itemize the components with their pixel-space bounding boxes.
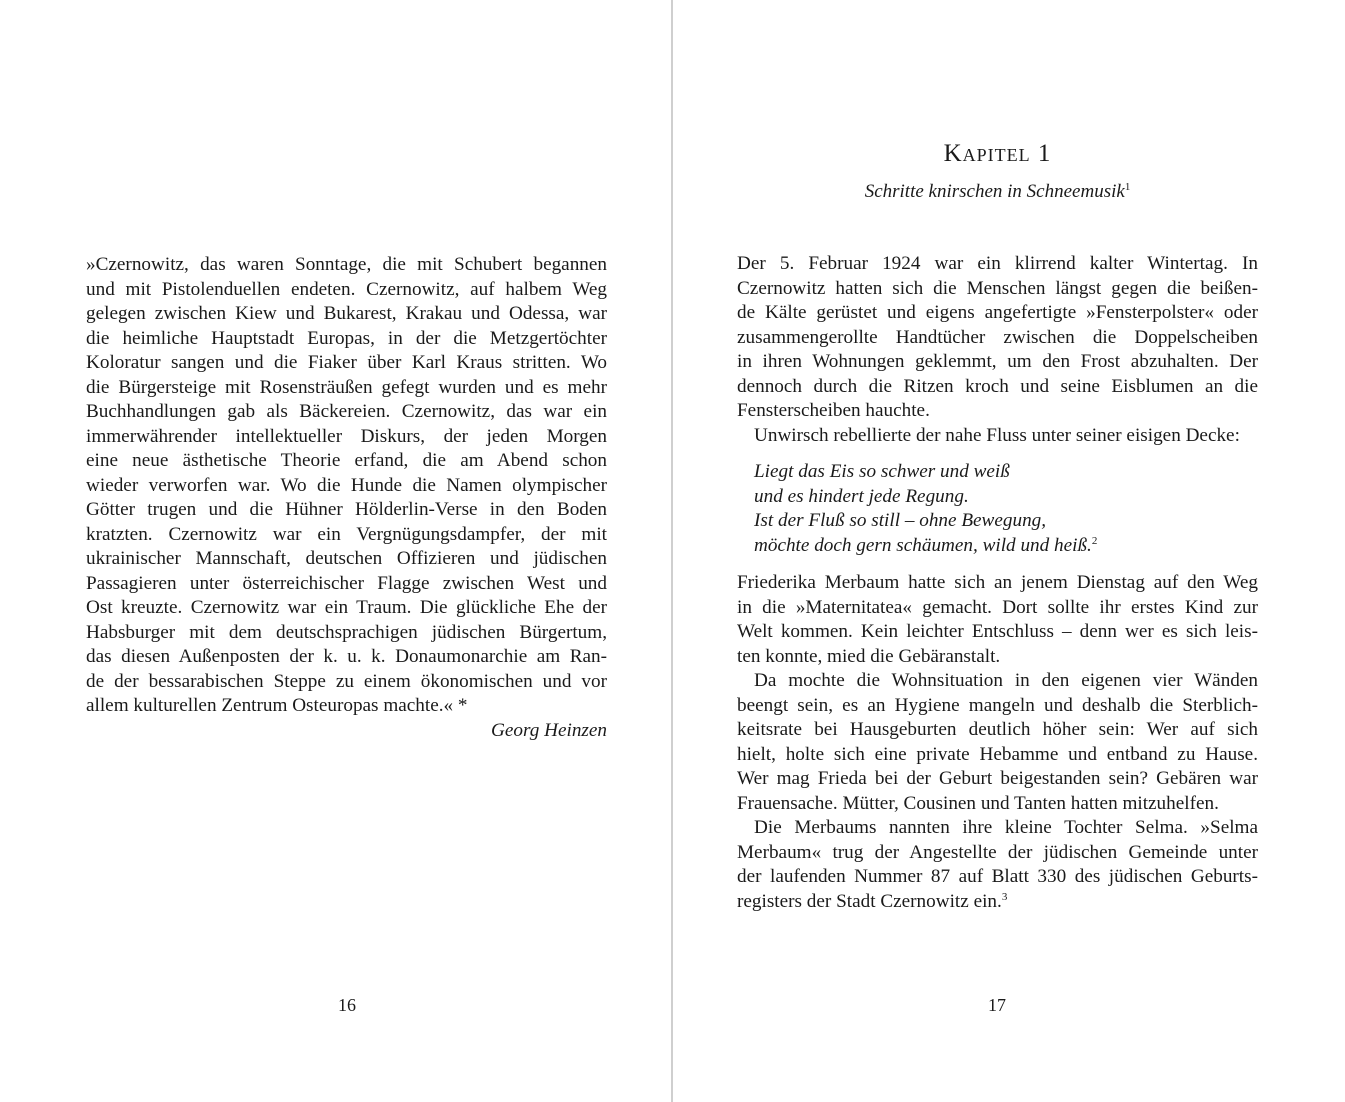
footnote-marker: 1 — [1124, 181, 1131, 193]
footnote-marker: 2 — [1091, 534, 1098, 547]
chapter-body — [737, 252, 1258, 914]
text-line: Die Merbaums nannten ihre kleine Tochter Selma. »Selma — [754, 817, 1258, 838]
text-line: Unwirsch rebellierte der nahe Fluss unter seiner eisigen Decke: — [754, 424, 1240, 446]
paragraph — [737, 571, 1258, 669]
paragraph — [737, 816, 1258, 914]
chapter-subtitle — [737, 181, 1258, 203]
text-line: Buchhandlungen gab als Bäckereien. Czernowitz, das war ein — [86, 401, 607, 422]
text-line: Merbaum« trug der Angestellte der jüdischen Gemeinde unter — [737, 841, 1258, 863]
text-line: Ost kreuzte. Czernowitz war ein Traum. Die glückliche Ehe der — [86, 597, 607, 618]
text-line: beengt sein, es an Hygiene mangeln und deshalb die Sterblich- — [737, 694, 1258, 716]
text-line: ten konnte, mied die Gebäranstalt. — [737, 645, 1001, 667]
text-line: kratzten. Czernowitz war ein Vergnügungsdampfer, der mit — [86, 523, 607, 545]
paragraph — [737, 424, 1258, 449]
chapter-subtitle-text: Schritte knirschen in Schneemusik — [864, 181, 1125, 202]
text-line: Ist der Fluß so still – ohne Bewegung, — [754, 510, 1047, 531]
text-line: Frauensache. Mütter, Cousinen und Tanten hatten mitzuhelfen. — [737, 792, 1219, 814]
text-line: eine neue ästhetische Theorie erfand, die am Abend schon — [86, 450, 607, 471]
text-line: Wer mag Frieda bei der Geburt beigestanden sein? Gebären war — [737, 768, 1258, 789]
text-line: ukrainischer Mannschaft, deutschen Offizieren und jüdischen — [86, 548, 607, 569]
page-number-left: 16 — [338, 995, 356, 1015]
text-line: »Czernowitz, das waren Sonntage, die mit Schubert begannen — [86, 254, 607, 275]
text-line: zusammengerollte Handtücher zwischen die Doppelscheiben — [737, 326, 1258, 348]
text-line: das diesen Außenposten der k. u. k. Donaumonarchie am Ran- — [86, 646, 607, 667]
text-line — [737, 534, 1258, 559]
quote-paragraph — [86, 253, 607, 719]
text-line: Da mochte die Wohnsituation in den eigenen vier Wänden — [754, 670, 1258, 691]
text-line: Czernowitz hatten sich die Menschen längst gegen die beißen- — [737, 277, 1258, 299]
text-line: Habsburger mit dem deutschsprachigen jüdischen Bürgertum, — [86, 621, 607, 643]
text-line: allem kulturellen Zentrum Osteuropas machte.« * — [86, 695, 468, 716]
text-line: und es hindert jede Regung. — [754, 485, 969, 507]
paragraph — [737, 252, 1258, 424]
text-line: de der bessarabischen Steppe zu einem ökonomischen und vor — [86, 670, 607, 692]
text-line: in die »Maternitatea« gemacht. Dort sollte ihr erstes Kind zur — [737, 596, 1258, 618]
quote-attribution: Georg Heinzen — [491, 719, 607, 741]
text-line: der laufenden Nummer 87 auf Blatt 330 des jüdischen Geburts- — [737, 866, 1258, 887]
text-line: die Bürgersteige mit Rosensträußen gefegt wurden und es mehr — [86, 376, 607, 398]
paragraph — [737, 669, 1258, 816]
text-line: und mit Pistolenduellen endeten. Czernowitz, auf halbem Weg — [86, 278, 607, 300]
text-line: Götter trugen und die Hühner Hölderlin-Verse in den Boden — [86, 499, 607, 520]
text-line: immerwährender intellektueller Diskurs, der jeden Morgen — [86, 425, 607, 447]
text-line: keitsrate bei Hausgeburten deutlich höher sein: Wer auf sich — [737, 719, 1258, 740]
text-line: dennoch durch die Ritzen kroch und seine Eisblumen an die — [737, 375, 1258, 397]
text-line: in ihren Wohnungen geklemmt, um den Frost abzuhalten. Der — [737, 351, 1258, 372]
text-line: wieder verworfen war. Wo die Hunde die Namen olympischer — [86, 474, 607, 496]
text-line: die heimliche Hauptstadt Europas, in der die Metzgertöchter — [86, 327, 607, 349]
text-line: Koloratur sangen und die Fiaker über Karl Kraus stritten. Wo — [86, 352, 607, 373]
page-number-right: 17 — [988, 995, 1006, 1015]
poem — [737, 460, 1258, 558]
text-line: Friederika Merbaum hatte sich an jenem Dienstag auf den Weg — [737, 572, 1258, 593]
text-line: Der 5. Februar 1924 war ein klirrend kalter Wintertag. In — [737, 253, 1258, 274]
text-line: Welt kommen. Kein leichter Entschluss – denn wer es sich leis- — [737, 621, 1258, 642]
text-line: Passagieren unter österreichischer Flagge zwischen West und — [86, 572, 607, 594]
text-line: Liegt das Eis so schwer und weiß — [754, 461, 1010, 482]
text-line: Fensterscheiben hauchte. — [737, 400, 930, 421]
text-line: hielt, holte sich eine private Hebamme und entband zu Hause. — [737, 743, 1258, 765]
epigraph-quote — [86, 253, 607, 743]
text-line — [737, 890, 1258, 915]
chapter-title: Kapitel 1 — [943, 140, 1052, 167]
line-text: registers der Stadt Czernowitz ein. — [737, 890, 1002, 912]
line-text: möchte doch gern schäumen, wild und heiß. — [754, 534, 1092, 556]
text-line: de Kälte gerüstet und eigens angefertigte »Fensterpolster« oder — [737, 302, 1258, 323]
page-gutter-divider — [671, 0, 673, 1102]
text-line: gelegen zwischen Kiew und Bukarest, Krakau und Odessa, war — [86, 303, 607, 324]
footnote-marker: 3 — [1001, 890, 1008, 903]
